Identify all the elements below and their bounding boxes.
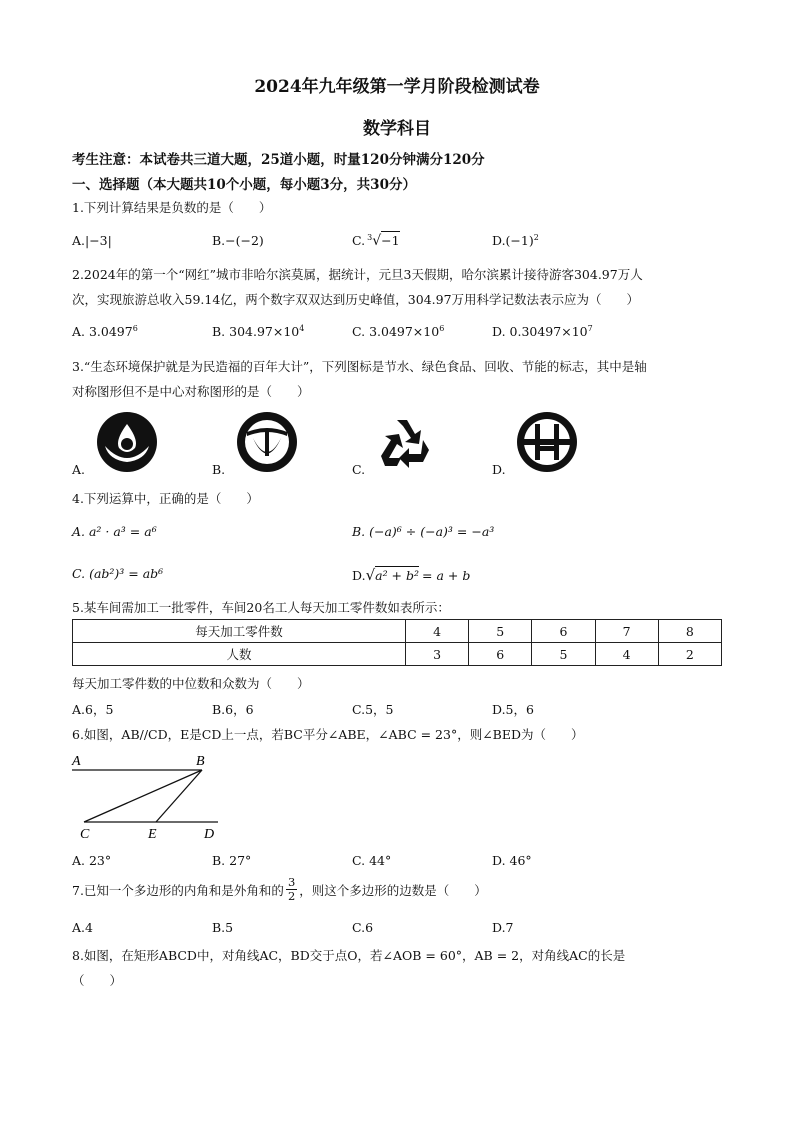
table-cell: 2 <box>658 643 721 666</box>
table-cell: 7 <box>595 620 658 643</box>
q6-option-d: D. 46° <box>492 853 532 868</box>
q1-stem: 1.下列计算结果是负数的是（ ） <box>72 200 272 215</box>
point-c-label: C <box>80 827 90 842</box>
point-b-label: B <box>196 754 205 769</box>
point-e-label: E <box>148 827 157 842</box>
q2-option-d: D. $0.30497\times 10^7$ <box>492 324 593 340</box>
point-d-label: D <box>204 827 215 842</box>
table-header-cell: 人数 <box>73 643 406 666</box>
q3-option-a-label: A. <box>72 462 86 477</box>
table-cell: 3 <box>406 643 469 666</box>
water-saving-icon <box>95 410 159 474</box>
table-cell: 6 <box>532 620 595 643</box>
q3-line-2: 对称图形但不是中心对称图形的是（ ） <box>72 384 310 399</box>
q2-line-1: 2.2024年的第一个“网红”城市非哈尔滨莫属，据统计，元旦3天假期，哈尔滨累计接待游客304.97万人 <box>72 267 643 282</box>
q1-option-c: C. $^3$√−1 <box>352 233 400 250</box>
subject-title: 数学科目 <box>363 119 431 139</box>
table-cell: 6 <box>469 643 532 666</box>
q4-option-b: B. (−a)⁶ ÷ (−a)³ = −a³ <box>352 524 495 539</box>
table-row <box>73 620 722 643</box>
q3-option-d-label: D. <box>492 462 506 477</box>
q6-option-b: B. 27° <box>212 853 252 868</box>
q5-option-b: B.6，6 <box>212 702 254 717</box>
fraction: 3 2 <box>287 875 296 903</box>
q5-option-d: D.5，6 <box>492 702 534 717</box>
table-header-cell: 每天加工零件数 <box>73 620 406 643</box>
parts-table <box>72 619 722 666</box>
q2-option-a: A. 3.0497$^6$ <box>72 324 138 340</box>
q5-option-a: A.6，5 <box>72 702 114 717</box>
section-heading: 一、选择题（本大题共10个小题，每小题3分，共30分） <box>72 177 416 193</box>
q7-option-a: A.4 <box>72 920 93 935</box>
q6-option-a: A. 23° <box>72 853 112 868</box>
q6-option-c: C. 44° <box>352 853 392 868</box>
q3-option-b-label: B. <box>212 462 226 477</box>
table-cell: 5 <box>532 643 595 666</box>
exam-notice: 考生注意：本试卷共三道大题，25道小题，时量120分钟满分120分 <box>72 152 485 168</box>
q2-line-2: 次，实现旅游总收入59.14亿，两个数字双双达到历史峰值，304.97万用科学记数法表示应为（ ） <box>72 292 640 307</box>
q1-option-a: A.|−3| <box>72 233 112 248</box>
q1-option-d: $D.(-1)^2$ <box>492 233 539 249</box>
table-cell: 8 <box>658 620 721 643</box>
q5-stem: 5.某车间需加工一批零件，车间20名工人每天加工零件数如表所示： <box>72 600 450 615</box>
q5-option-c: C.5，5 <box>352 702 394 717</box>
q6-stem: 6.如图，AB//CD，E是CD上一点，若BC平分∠ABE，∠ABC = 23°，则∠BED为（ ） <box>72 727 584 742</box>
q4-option-a: A. a² · a³ = a⁶ <box>72 524 157 539</box>
energy-saving-icon <box>515 410 579 474</box>
q5-question: 每天加工零件数的中位数和众数为（ ） <box>72 676 310 691</box>
q4-option-c: C. (ab²)³ = ab⁶ <box>72 566 164 581</box>
table-cell: 4 <box>406 620 469 643</box>
q1-option-b: B.−(−2) <box>212 233 264 248</box>
q8-line-2: （ ） <box>72 973 123 988</box>
q7-option-c: C.6 <box>352 920 374 935</box>
q4-stem: 4.下列运算中，正确的是（ ） <box>72 491 259 506</box>
table-row <box>73 643 722 666</box>
q7-stem: 7.已知一个多边形的内角和是外角和的 3 2 ，则这个多边形的边数是（ ） <box>72 875 487 903</box>
q2-option-b: B. $304.97\times 10^4$ <box>212 324 305 340</box>
table-cell: 4 <box>595 643 658 666</box>
page-title: 2024年九年级第一学月阶段检测试卷 <box>254 77 540 97</box>
recycle-icon <box>373 410 437 474</box>
q2-option-c: C. $3.0497\times 10^6$ <box>352 324 445 340</box>
q3-option-c-label: C. <box>352 462 366 477</box>
green-food-icon <box>235 410 299 474</box>
q8-line-1: 8.如图，在矩形ABCD中，对角线AC，BD交于点O，若∠AOB = 60°，AB = 2，对角线AC的长是 <box>72 948 626 963</box>
q6-geometry-figure <box>68 752 228 842</box>
point-a-label: A <box>72 754 81 769</box>
table-cell: 5 <box>469 620 532 643</box>
q3-line-1: 3.“生态环境保护就是为民造福的百年大计”，下列图标是节水、绿色食品、回收、节能的标志，其中是轴 <box>72 359 647 374</box>
q7-option-d: D.7 <box>492 920 514 935</box>
q7-option-b: B.5 <box>212 920 234 935</box>
q4-option-d: D.√a² + b² = a + b <box>352 566 471 584</box>
